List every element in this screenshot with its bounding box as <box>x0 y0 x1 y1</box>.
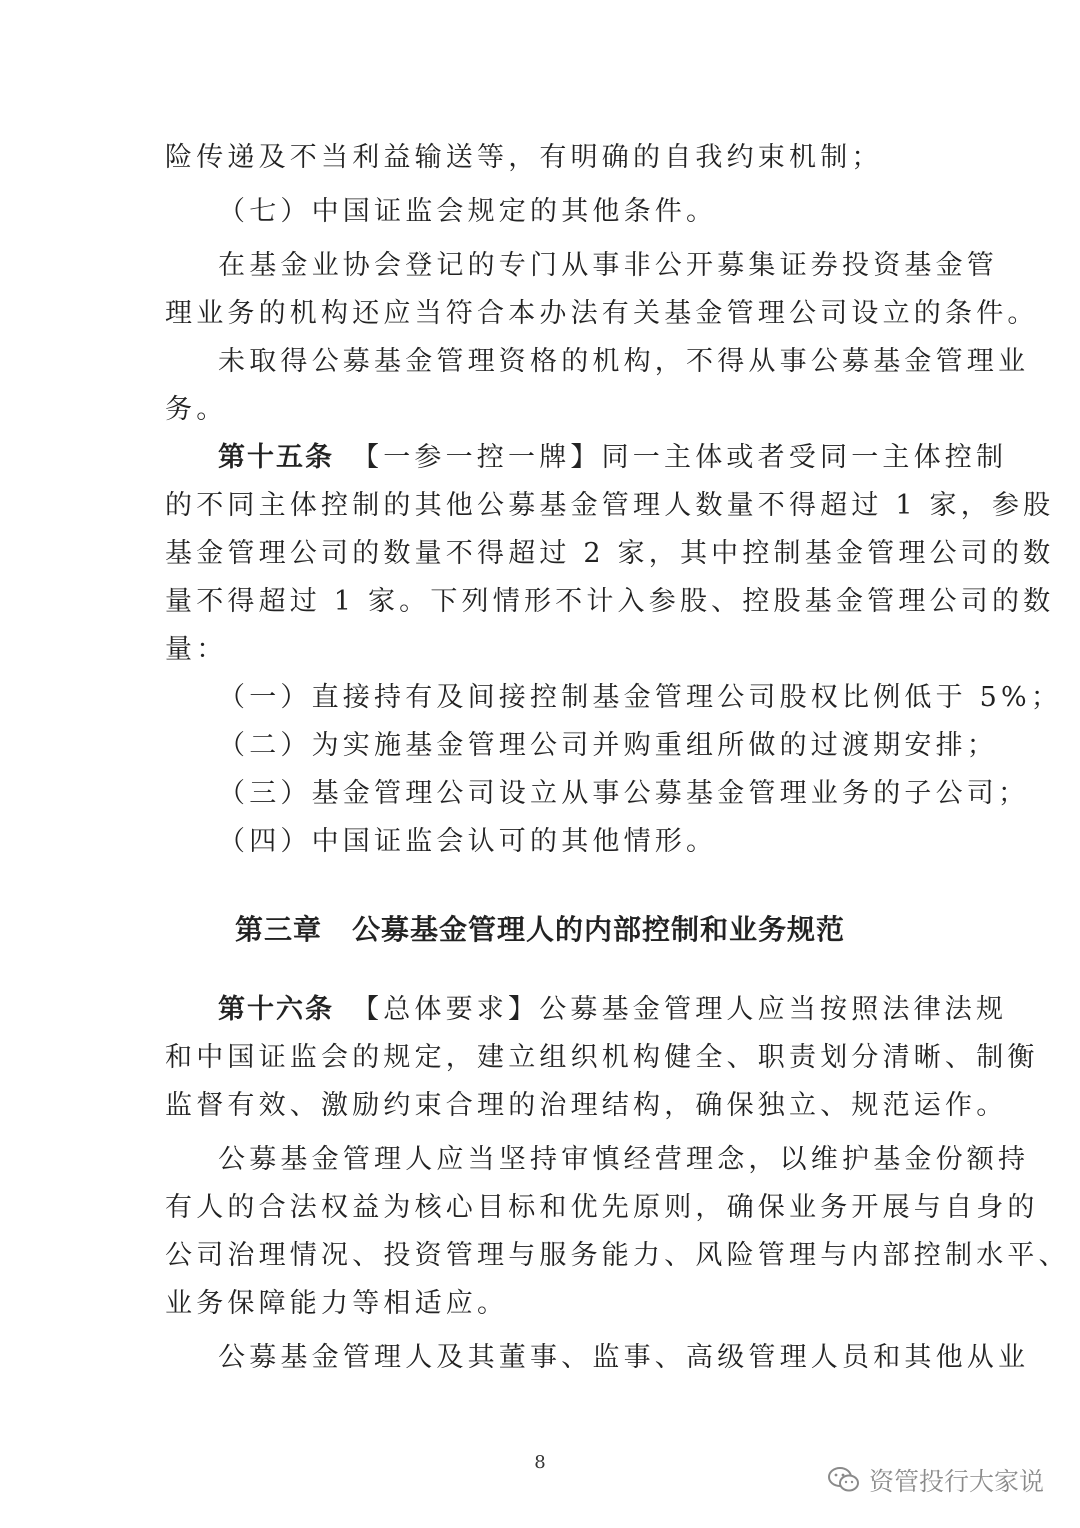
chapter-number: 第三章 <box>234 913 322 946</box>
article-15-first-line <box>218 438 1008 478</box>
article-15-label: 第十五条 <box>218 442 334 473</box>
text-line: 业务保障能力等相适应。 <box>165 1288 509 1319</box>
text-line: （七）中国证监会规定的其他条件。 <box>218 196 718 227</box>
watermark-text: 资管投行大家说 <box>868 1467 1044 1496</box>
text-line: （四）中国证监会认可的其他情形。 <box>218 826 718 857</box>
wechat-icon <box>827 1466 861 1494</box>
text-line: 量： <box>165 634 228 665</box>
text-line: 监督有效、激励约束合理的治理结构，确保独立、规范运作。 <box>165 1090 1008 1121</box>
page-number: 8 <box>534 1452 546 1473</box>
text-line: （二）为实施基金管理公司并购重组所做的过渡期安排； <box>218 730 998 761</box>
text-line: 有人的合法权益为核心目标和优先原则，确保业务开展与自身的 <box>165 1192 1039 1223</box>
chapter-heading <box>0 910 1080 950</box>
text-line: 【一参一控一牌】同一主体或者受同一主体控制 <box>352 442 1008 473</box>
text-line: 未取得公募基金管理资格的机构，不得从事公募基金管理业 <box>218 346 1030 377</box>
watermark <box>827 1462 1044 1498</box>
text-line: 理业务的机构还应当符合本办法有关基金管理公司设立的条件。 <box>165 298 1039 329</box>
text-line: 公募基金管理人应当坚持审慎经营理念，以维护基金份额持 <box>218 1144 1030 1175</box>
chapter-title: 公募基金管理人的内部控制和业务规范 <box>352 913 846 946</box>
text-line: 务。 <box>165 394 228 425</box>
text-line: 险传递及不当利益输送等，有明确的自我约束机制； <box>165 142 883 173</box>
article-16-label: 第十六条 <box>218 994 334 1025</box>
text-line: 在基金业协会登记的专门从事非公开募集证券投资基金管 <box>218 250 998 281</box>
article-16-first-line <box>218 990 1008 1030</box>
text-line: 【总体要求】公募基金管理人应当按照法律法规 <box>352 994 1008 1025</box>
text-line: 基金管理公司的数量不得超过 2 家，其中控制基金管理公司的数 <box>165 538 1055 569</box>
text-line: 的不同主体控制的其他公募基金管理人数量不得超过 1 家，参股 <box>165 490 1055 521</box>
text-line: 和中国证监会的规定，建立组织机构健全、职责划分清晰、制衡 <box>165 1042 1039 1073</box>
text-line: （一）直接持有及间接控制基金管理公司股权比例低于 5%； <box>218 682 1063 713</box>
text-line: 量不得超过 1 家。下列情形不计入参股、控股基金管理公司的数 <box>165 586 1055 617</box>
text-line: （三）基金管理公司设立从事公募基金管理业务的子公司； <box>218 778 1030 809</box>
text-line: 公募基金管理人及其董事、监事、高级管理人员和其他从业 <box>218 1342 1030 1373</box>
text-line: 公司治理情况、投资管理与服务能力、风险管理与内部控制水平、 <box>165 1240 1070 1271</box>
